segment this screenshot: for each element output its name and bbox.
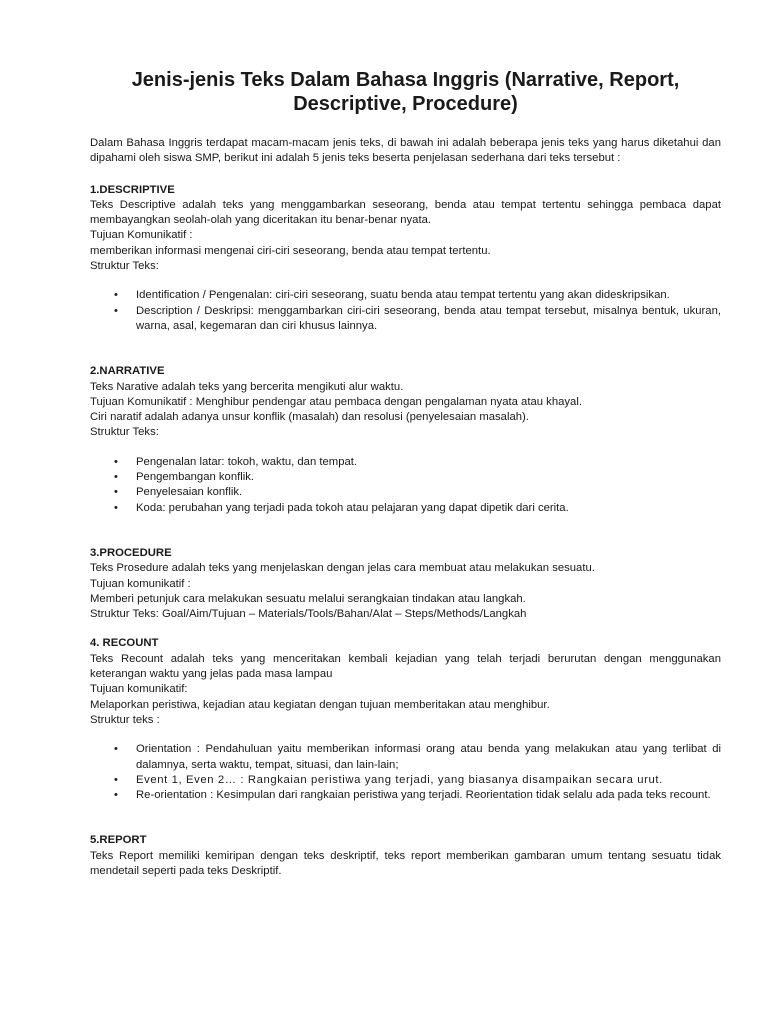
list-item: • Pengenalan latar: tokoh, waktu, dan tempat. xyxy=(90,455,721,470)
structure-label: Struktur teks : xyxy=(90,713,160,726)
structure-list xyxy=(90,455,721,516)
section-heading: 4. RECOUNT xyxy=(90,637,159,650)
structure-text: Struktur Teks: Goal/Aim/Tujuan – Materials/Tools/Bahan/Alat – Steps/Methods/Langkah xyxy=(90,608,527,621)
bullet-icon: • xyxy=(114,304,118,317)
purpose-text: memberikan informasi mengenai ciri-ciri seseorang, benda atau tempat tertentu. xyxy=(90,244,491,257)
bullet-icon: • xyxy=(114,455,118,468)
section-heading: 2.NARRATIVE xyxy=(90,365,165,378)
section-definition: Teks Recount adalah teks yang menceritakan kembali kejadian yang telah terjadi berurutan dengan menggunakan keterangan waktu yang jelas pada masa lampau xyxy=(90,652,721,681)
intro-paragraph: Dalam Bahasa Inggris terdapat macam-macam jenis teks, di bawah ini adalah beberapa jenis teks yang harus diketahui dan dipahami oleh siswa SMP, berikut ini adalah 5 jenis teks beserta penjelasan sederhana dari teks tersebut : xyxy=(90,137,721,165)
page-title: Jenis-jenis Teks Dalam Bahasa Inggris (Narrative, Report, Descriptive, Procedure) xyxy=(131,69,680,115)
list-item: • Penyelesaian konflik. xyxy=(90,485,721,500)
section-recount xyxy=(90,636,721,803)
section-definition: Teks Descriptive adalah teks yang menggambarkan seseorang, benda atau tempat tertentu sehingga pembaca dapat membayangkan seolah-olah yang diceritakan itu benar-benar nyata. xyxy=(90,198,721,227)
section-procedure xyxy=(90,546,721,622)
section-descriptive xyxy=(90,183,721,335)
bullet-icon: • xyxy=(114,471,118,484)
purpose-text: Melaporkan peristiwa, kejadian atau kegiatan dengan tujuan memberitakan atau menghibur. xyxy=(90,698,550,711)
list-item: • Pengembangan konflik. xyxy=(90,470,721,485)
section-heading: 1.DESCRIPTIVE xyxy=(90,183,175,196)
section-definition: Teks Narative adalah teks yang bercerita mengikuti alur waktu. xyxy=(90,380,404,393)
bullet-icon: • xyxy=(114,289,118,302)
section-narrative xyxy=(90,364,721,516)
structure-list xyxy=(90,742,721,803)
list-item: • Event 1, Even 2… : Rangkaian peristiwa yang terjadi, yang biasanya disampaikan secara urut. xyxy=(90,773,721,788)
list-item: • Koda: perubahan yang terjadi pada tokoh atau pelajaran yang dapat dipetik dari cerita. xyxy=(90,501,721,516)
bullet-icon: • xyxy=(114,743,118,756)
list-item: • Orientation : Pendahuluan yaitu memberikan informasi orang atau benda yang melakukan atau yang terlibat di dalamnya, serta waktu, tempat, situasi, dan lain-lain; xyxy=(114,743,721,771)
purpose-label: Tujuan Komunikatif : xyxy=(90,229,193,242)
list-item: • Description / Deskripsi: menggambarkan ciri-ciri seseorang, benda atau tempat tersebut, misalnya bentuk, ukuran, warna, asal, kegemaran dan ciri khusus lainnya. xyxy=(114,304,721,332)
purpose-label: Tujuan komunikatif : xyxy=(90,577,191,590)
bullet-icon: • xyxy=(114,773,119,786)
list-item: • Identification / Pengenalan: ciri-ciri seseorang, suatu benda atau tempat tertentu yang akan dideskripsikan. xyxy=(90,288,721,303)
structure-label: Struktur Teks: xyxy=(90,260,159,273)
feature-text: Ciri naratif adalah adanya unsur konflik (masalah) dan resolusi (penyelesaian masalah). xyxy=(90,411,529,424)
document-page xyxy=(90,68,721,879)
section-definition: Teks Prosedure adalah teks yang menjelaskan dengan jelas cara membuat atau melakukan sesuatu. xyxy=(90,562,595,575)
structure-list xyxy=(90,288,721,334)
section-heading: 5.REPORT xyxy=(90,834,147,847)
purpose-text: Tujuan Komunikatif : Menghibur pendengar atau pembaca dengan pengalaman nyata atau khayal. xyxy=(90,395,582,408)
list-item: • Re-orientation : Kesimpulan dari rangkaian peristiwa yang terjadi. Reorientation tidak selalu ada pada teks recount. xyxy=(90,788,721,803)
structure-label: Struktur Teks: xyxy=(90,426,159,439)
purpose-text: Memberi petunjuk cara melakukan sesuatu melalui serangkaian tindakan atau langkah. xyxy=(90,592,526,605)
bullet-icon: • xyxy=(114,501,118,514)
section-heading: 3.PROCEDURE xyxy=(90,546,172,559)
purpose-label: Tujuan komunikatif: xyxy=(90,683,188,696)
bullet-icon: • xyxy=(114,486,118,499)
section-definition: Teks Report memiliki kemiripan dengan teks deskriptif, teks report memberikan gambaran umum tentang sesuatu tidak mendetail seperti pada teks Deskriptif. xyxy=(90,849,721,877)
section-report xyxy=(90,833,721,879)
bullet-icon: • xyxy=(114,789,118,802)
